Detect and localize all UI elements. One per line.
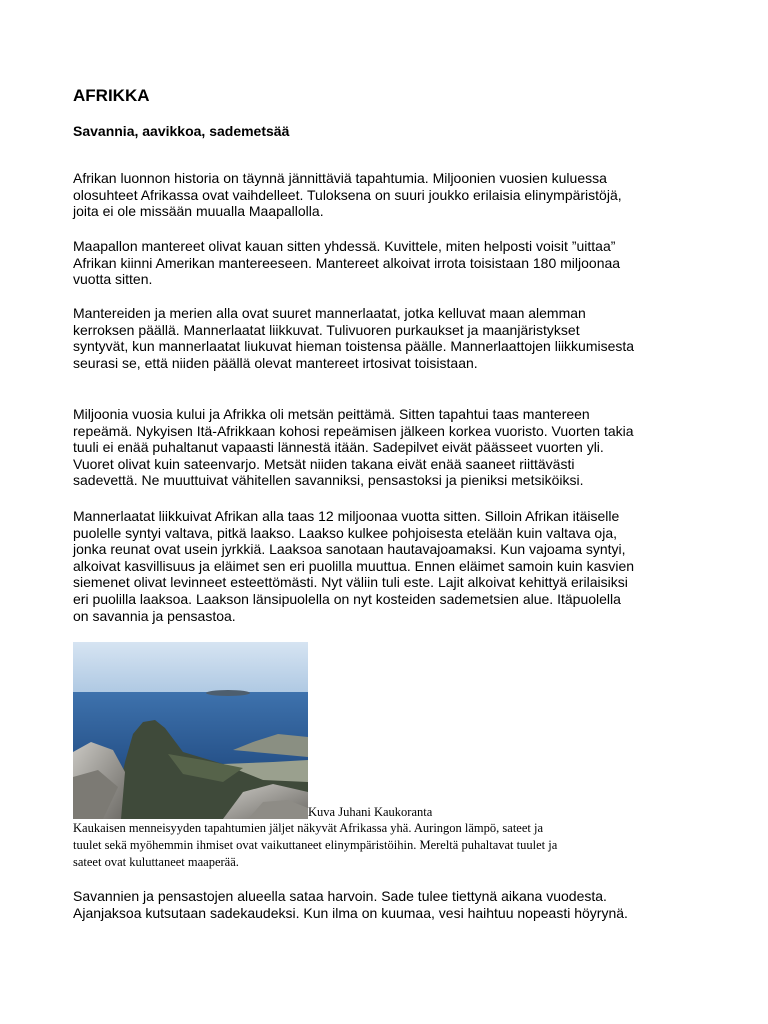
paragraph-2 (73, 238, 713, 288)
caption-line: tuulet sekä myöhemmin ihmiset ovat vaikuttaneet elinympäristöihin. Mereltä puhaltavat tuulet ja (73, 838, 558, 852)
paragraph-line: Miljoonia vuosia kului ja Afrikka oli metsän peittämä. Sitten tapahtui taas mantereen (73, 406, 590, 422)
paragraph-line: tuuli ei enää puhaltanut vapaasti lännestä itään. Sadepilvet eivät päässeet vuorten yli. (73, 439, 604, 456)
caption-line: sateet ovat kuluttaneet maaperää. (73, 855, 239, 869)
paragraph-closing (73, 888, 713, 921)
paragraph-line: siemenet olivat levinneet esteettömästi. Nyt väliin tuli este. Lajit alkoivat kehittyä erilaisiksi (73, 574, 628, 591)
paragraph-1 (73, 170, 713, 220)
paragraph-line: repeämä. Nykyisen Itä-Afrikkaan kohosi repeämisen jälkeen korkea vuoristo. Vuorten takia (73, 422, 634, 439)
paragraph-line: Vuoret olivat kuin sateenvarjo. Metsät niiden takana eivät enää saaneet riittävästi (73, 455, 575, 472)
paragraph-line: syntyvät, kun mannerlaatat liukuvat hieman toistensa päälle. Mannerlaattojen liikkumisesta (73, 338, 635, 355)
paragraph-3 (73, 305, 713, 371)
paragraph-line: eri puolilla laaksoa. Laakson länsipuolella on nyt kosteiden sademetsien alue. Itäpuolella (73, 590, 621, 607)
photo-caption (73, 820, 713, 871)
paragraph-line: puolelle syntyi valtava, pitkä laakso. Laakso kulkee pohjoisesta etelään kuin valtava oja, (73, 524, 617, 541)
photo-credit: Kuva Juhani Kaukoranta (308, 805, 433, 819)
paragraph-line: joita ei ole missään muualla Maapallolla. (73, 203, 324, 220)
page-title: AFRIKKA (73, 86, 150, 105)
paragraph-line: on savannia ja pensastoa. (73, 607, 236, 624)
landscape-photo (73, 642, 308, 819)
paragraph-5 (73, 508, 713, 624)
paragraph-line: Ajanjaksoa kutsutaan sadekaudeksi. Kun ilma on kuumaa, vesi haihtuu nopeasti höyrynä. (73, 904, 628, 921)
page-subtitle: Savannia, aavikkoa, sademetsää (73, 123, 290, 139)
paragraph-line: jonka reunat ovat usein jyrkkiä. Laaksoa sanotaan hautavajoamaksi. Kun vajoama syntyi, (73, 541, 626, 558)
caption-line: Kaukaisen menneisyyden tapahtumien jäljet näkyvät Afrikassa yhä. Auringon lämpö, sateet ja (73, 821, 544, 835)
paragraph-line: Savannien ja pensastojen alueella sataa harvoin. Sade tulee tiettynä aikana vuodesta. (73, 888, 607, 904)
paragraph-4 (73, 406, 713, 489)
paragraph-line: seurasi se, että niiden päällä olevat mantereet irtosivat toisistaan. (73, 354, 478, 371)
paragraph-line: Afrikan luonnon historia on täynnä jännittäviä tapahtumia. Miljoonien vuosien kuluessa (73, 170, 607, 186)
paragraph-line: kerroksen päällä. Mannerlaatat liikkuvat. Tulivuoren purkaukset ja maanjäristykset (73, 321, 580, 338)
paragraph-line: sadevettä. Ne muuttuivat vähitellen savanniksi, pensastoksi ja pieniksi metsiköiksi. (73, 472, 584, 489)
paragraph-line: alkoivat kasvillisuus ja eläimet sen eri puolilla muuttua. Ennen eläimet samoin kuin kasvien (73, 557, 635, 574)
paragraph-line: vuotta sitten. (73, 271, 153, 288)
paragraph-line: Maapallon mantereet olivat kauan sitten yhdessä. Kuvittele, miten helposti voisit ”uittaa” (73, 238, 616, 254)
paragraph-line: olosuhteet Afrikassa ovat vaihdelleet. Tuloksena on suuri joukko erilaisia elinympäristöjä, (73, 186, 622, 203)
paragraph-line: Mannerlaatat liikkuivat Afrikan alla taas 12 miljoonaa vuotta sitten. Silloin Afrikan itäiselle (73, 508, 620, 524)
paragraph-line: Afrikan kiinni Amerikan mantereeseen. Mantereet alkoivat irrota toisistaan 180 miljoonaa (73, 254, 621, 271)
paragraph-line: Mantereiden ja merien alla ovat suuret mannerlaatat, jotka kelluvat maan alemman (73, 305, 586, 321)
